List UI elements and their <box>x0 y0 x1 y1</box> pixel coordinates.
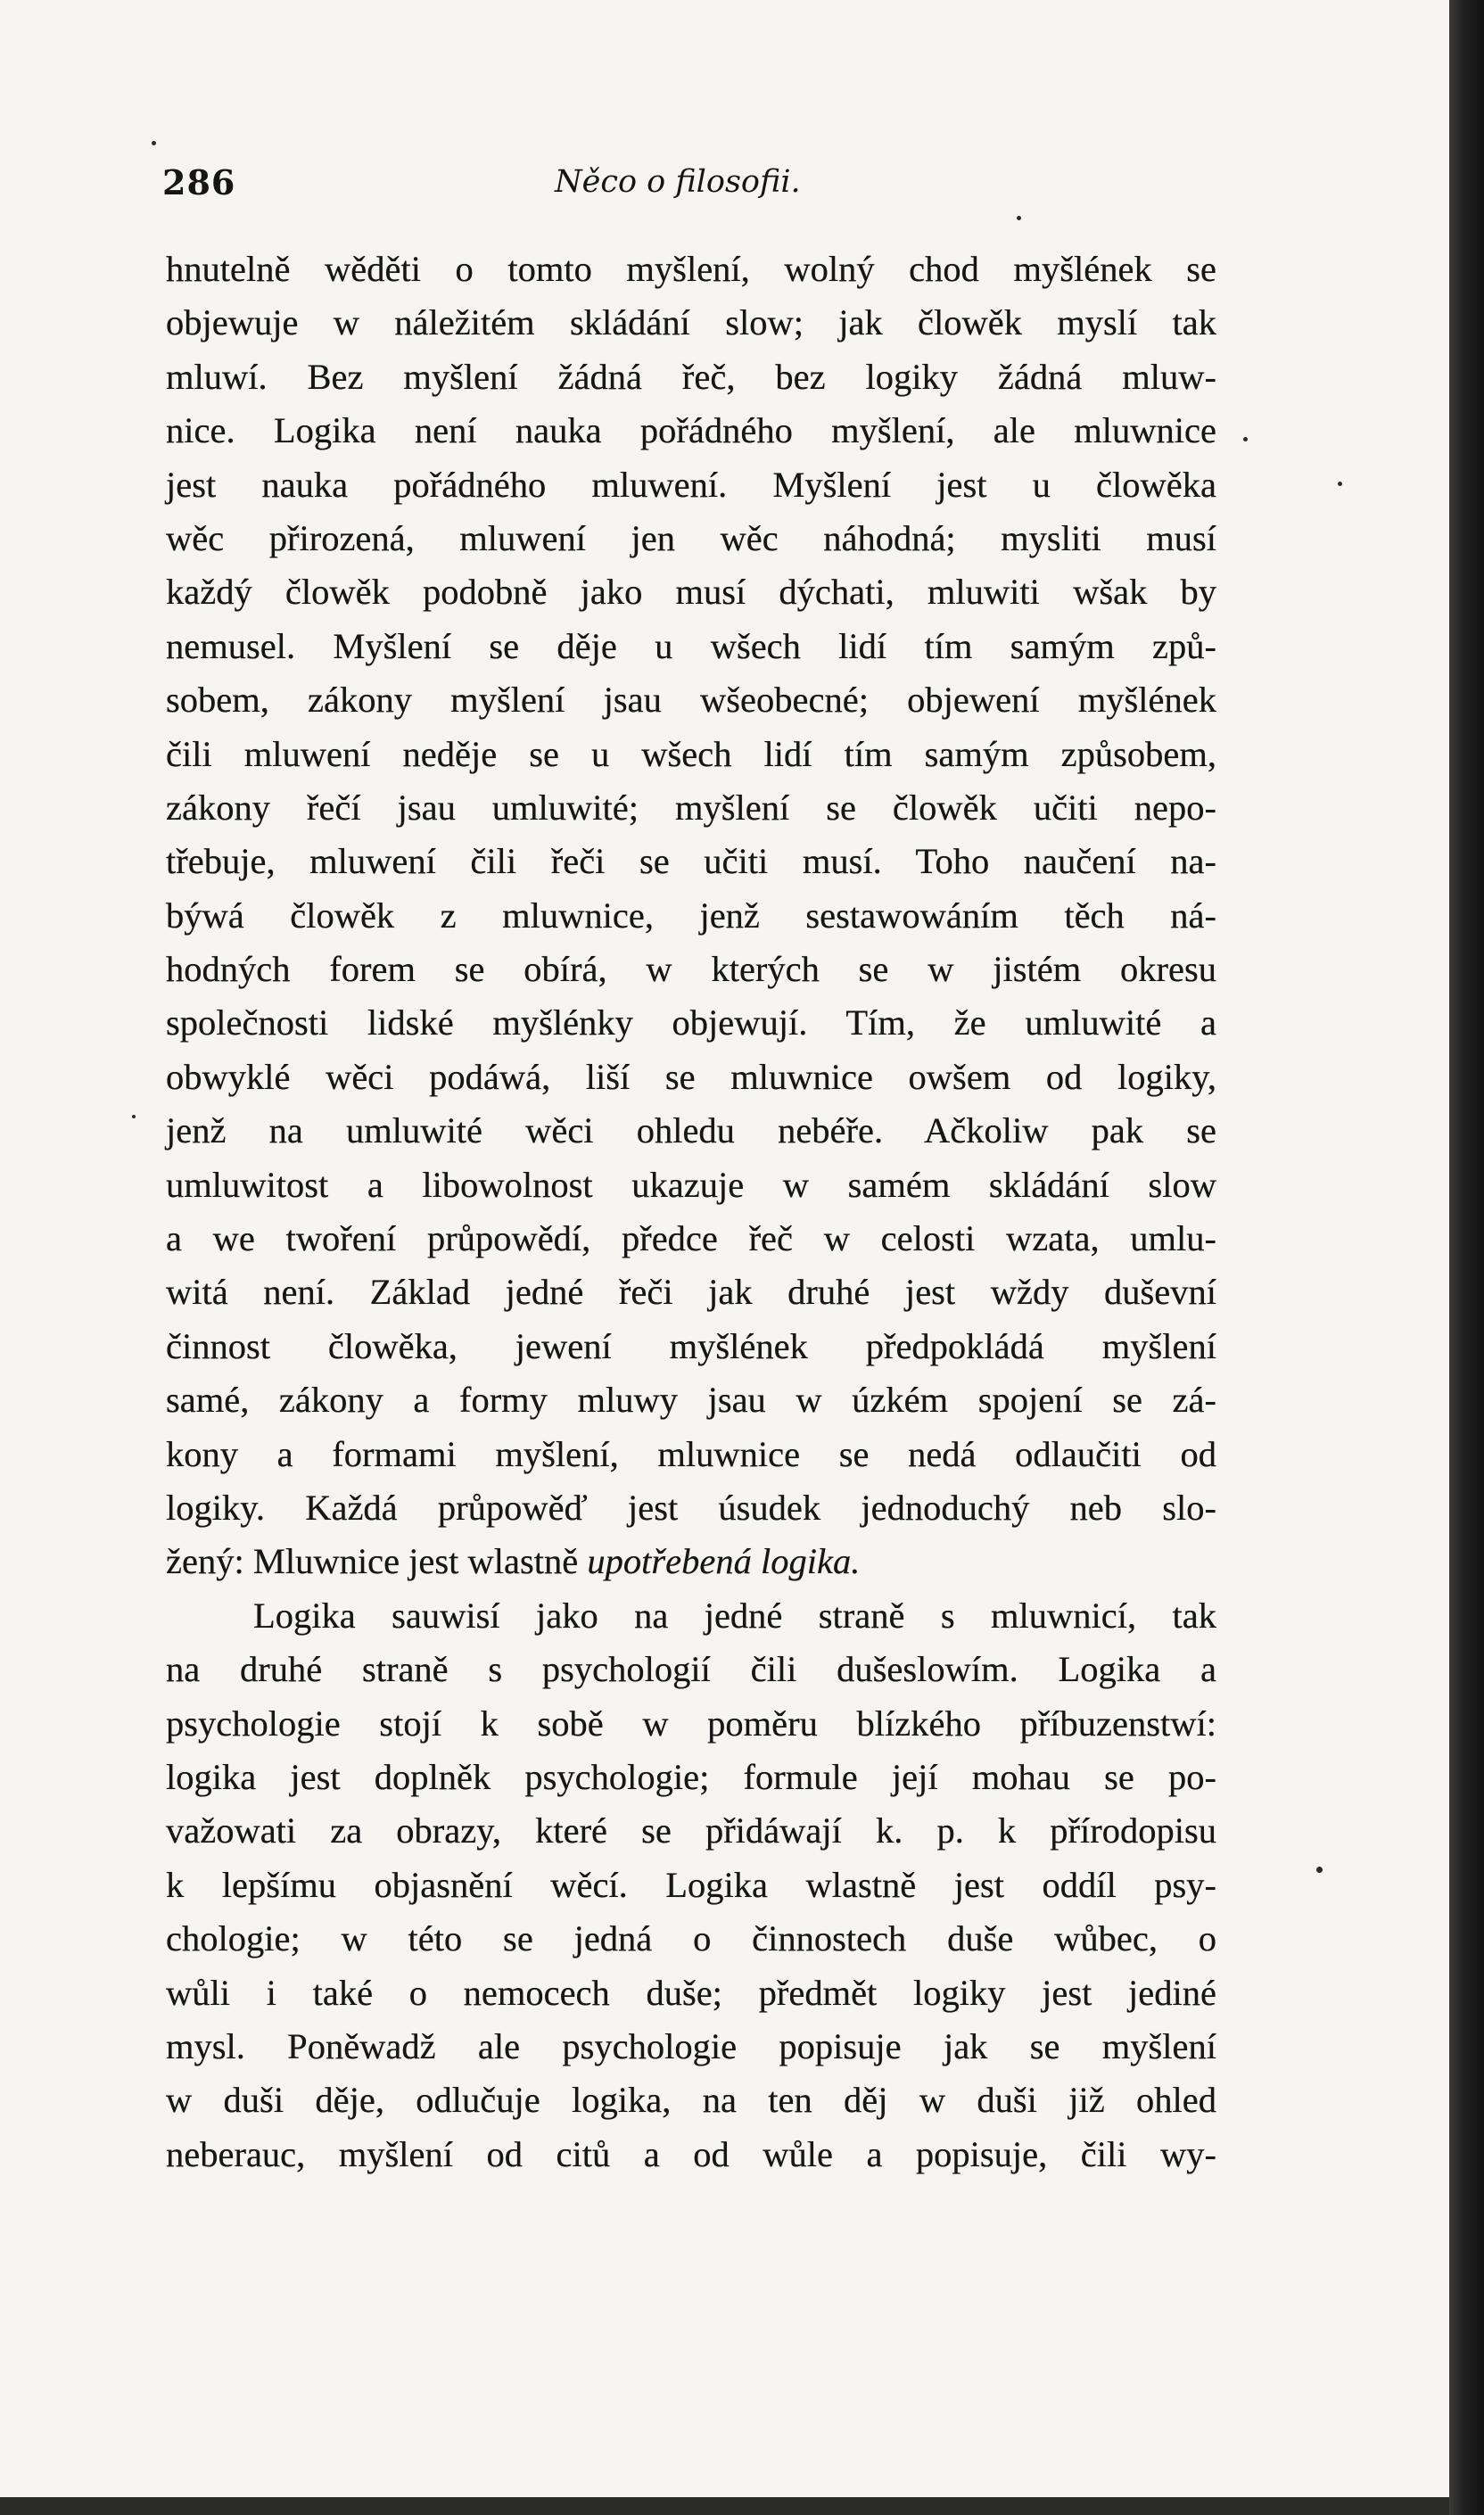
text-line: logiky. Každá průpowěď jest úsudek jednoduchý neb slo- <box>166 1487 1216 1528</box>
paragraph-start-line: Logika sauwisí jako na jedné straně s mluwnicí, tak <box>253 1595 1216 1636</box>
text-line: nice. Logika není nauka pořádného myšlení, ale mluwnice <box>166 410 1216 451</box>
text-line: jest nauka pořádného mluwení. Myšlení jest u člowěka <box>166 464 1216 505</box>
text-line: samé, zákony a formy mluwy jsau w úzkém spojení se zá- <box>166 1380 1216 1421</box>
text-line: umluwitost a libowolnost ukazuje w samém skládání slow <box>166 1164 1216 1205</box>
text-line: logika jest doplněk psychologie; formule její mohau se po- <box>166 1756 1216 1797</box>
text-line: witá není. Základ jedné řeči jak druhé jest wždy duševní <box>166 1272 1216 1313</box>
ink-speck <box>152 141 156 145</box>
ink-speck <box>1338 482 1342 486</box>
emphasized-phrase: upotřebená logika. <box>587 1541 861 1582</box>
text-line: obwyklé wěci podáwá, liší se mluwnice owšem od logiky, <box>166 1056 1216 1097</box>
text-segment: žený: Mluwnice jest wlastně <box>166 1541 588 1582</box>
ink-speck <box>1316 1867 1323 1873</box>
text-line: nemusel. Myšlení se děje u wšech lidí tím samým způ- <box>166 625 1216 666</box>
text-line: w duši děje, odlučuje logika, na ten děj w duši již ohled <box>166 2080 1216 2121</box>
text-line: společnosti lidské myšlénky objewují. Tím, že umluwité a <box>166 1002 1216 1043</box>
text-line: každý člowěk podobně jako musí dýchati, mluwiti wšak by <box>166 572 1216 613</box>
text-line: třebuje, mluwení čili řeči se učiti musí. Toho naučení na- <box>166 841 1216 882</box>
text-line: mluwí. Bez myšlení žádná řeč, bez logiky žádná mluw- <box>166 356 1216 397</box>
text-line: mysl. Poněwadž ale psychologie popisuje jak se myšlení <box>166 2025 1216 2066</box>
text-line: sobem, zákony myšlení jsau wšeobecné; objewení myšlének <box>166 680 1216 721</box>
text-line: hodných forem se obírá, w kterých se w jistém okresu <box>166 949 1216 990</box>
body-text <box>166 243 1216 2181</box>
text-line: hnutelně wěděti o tomto myšlení, wolný chod myšlének se <box>166 249 1216 289</box>
page-header <box>162 162 1233 216</box>
text-line: jenž na umluwité wěci ohledu nebéře. Ačkoliw pak se <box>166 1110 1216 1151</box>
page-number: 286 <box>162 162 236 202</box>
text-line: čili mluwení neděje se u wšech lidí tím samým způsobem, <box>166 733 1216 774</box>
paragraph-end-line <box>166 1535 1216 1588</box>
text-line: chologie; w této se jedná o činnostech duše wůbec, o <box>166 1918 1216 1959</box>
text-line: objewuje w náležitém skládání slow; jak člowěk myslí tak <box>166 302 1216 343</box>
text-line: psychologie stojí k sobě w poměru blízkého příbuzenstwí: <box>166 1703 1216 1744</box>
text-line: na druhé straně s psychologií čili dušeslowím. Logika a <box>166 1649 1216 1690</box>
ink-speck <box>1017 216 1021 220</box>
text-line: wůli i také o nemocech duše; předmět logiky jest jediné <box>166 1972 1216 2013</box>
page-bottom-shadow <box>0 2497 1449 2515</box>
ink-speck <box>1243 437 1248 441</box>
text-line: býwá člowěk z mluwnice, jenž sestawowáním těch ná- <box>166 895 1216 936</box>
running-title: Něco o filosofii. <box>555 164 801 200</box>
text-line: a we twoření průpowědí, předce řeč w celosti wzata, umlu- <box>166 1218 1216 1259</box>
text-line: kony a formami myšlení, mluwnice se nedá odlaučiti od <box>166 1433 1216 1474</box>
text-line: wěc přirozená, mluwení jen wěc náhodná; mysliti musí <box>166 517 1216 558</box>
text-line: neberauc, myšlení od citů a od wůle a popisuje, čili wy- <box>166 2133 1216 2174</box>
page-edge-shadow <box>1449 0 1484 2515</box>
text-line: k lepšímu objasnění wěcí. Logika wlastně jest oddíl psy- <box>166 1864 1216 1905</box>
text-line: činnost člowěka, jewení myšlének předpokládá myšlení <box>166 1325 1216 1366</box>
text-line: zákony řečí jsau umluwité; myšlení se člowěk učiti nepo- <box>166 787 1216 828</box>
text-line: važowati za obrazy, které se přidáwají k. p. k přírodopisu <box>166 1810 1216 1851</box>
ink-speck <box>132 1115 136 1118</box>
